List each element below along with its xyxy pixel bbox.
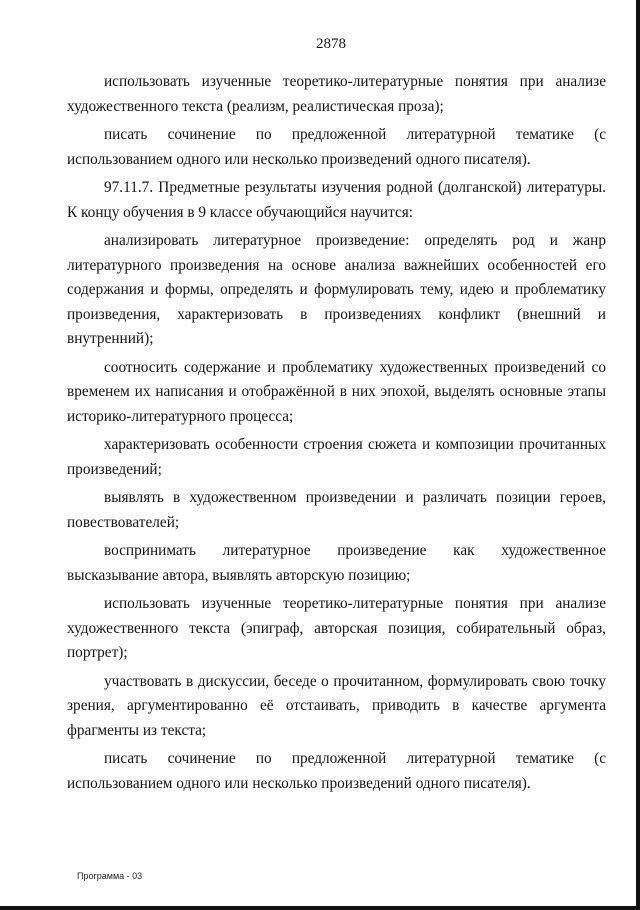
page-number: 2878 xyxy=(316,36,346,52)
scan-edge-bottom xyxy=(0,906,640,910)
footer-label: Программа - 03 xyxy=(77,871,143,881)
scan-edge-right xyxy=(636,0,640,910)
paragraph: участвовать в дискуссии, беседе о прочитанном, формулировать свою точку зрения, аргументированно её отстаивать, приводить в качестве аргумента фрагменты из текста; xyxy=(67,672,606,739)
paragraph: писать сочинение по предложенной литературной тематике (с использованием одного или несколько произведений одного писателя). xyxy=(67,750,606,792)
paragraph: выявлять в художественном произведении и различать позиции героев, повествователей; xyxy=(67,489,606,531)
paragraph: соотносить содержание и проблематику художественных произведений со временем их написания и отображённой в них эпохой, выделять основные этапы историко-литературного процесса; xyxy=(67,358,606,425)
paragraph: использовать изученные теоретико-литературные понятия при анализе художественного текста (реализм, реалистическая проза); xyxy=(67,73,606,115)
section-heading-paragraph: 97.11.7. Предметные результаты изучения родной (долганской) литературы. К концу обучения в 9 классе обучающийся научится: xyxy=(67,179,606,221)
paragraph: использовать изученные теоретико-литературные понятия при анализе художественного текста (эпиграф, авторская позиция, собирательный образ, портрет); xyxy=(67,595,606,661)
paragraph: характеризовать особенности строения сюжета и композиции прочитанных произведений; xyxy=(67,436,606,478)
document-body xyxy=(67,70,606,800)
paragraph: анализировать литературное произведение: определять род и жанр литературного произведения на основе анализа важнейших особенностей его содержания и формы, определять и формулировать тему, идею и проблематику произведения, характеризовать в произведениях конфликт (внешний и внутренний); xyxy=(67,232,606,347)
paragraph: писать сочинение по предложенной литературной тематике (с использованием одного или несколько произведений одного писателя). xyxy=(67,126,606,168)
paragraph: воспринимать литературное произведение как художественное высказывание автора, выявлять авторскую позицию; xyxy=(67,542,606,584)
